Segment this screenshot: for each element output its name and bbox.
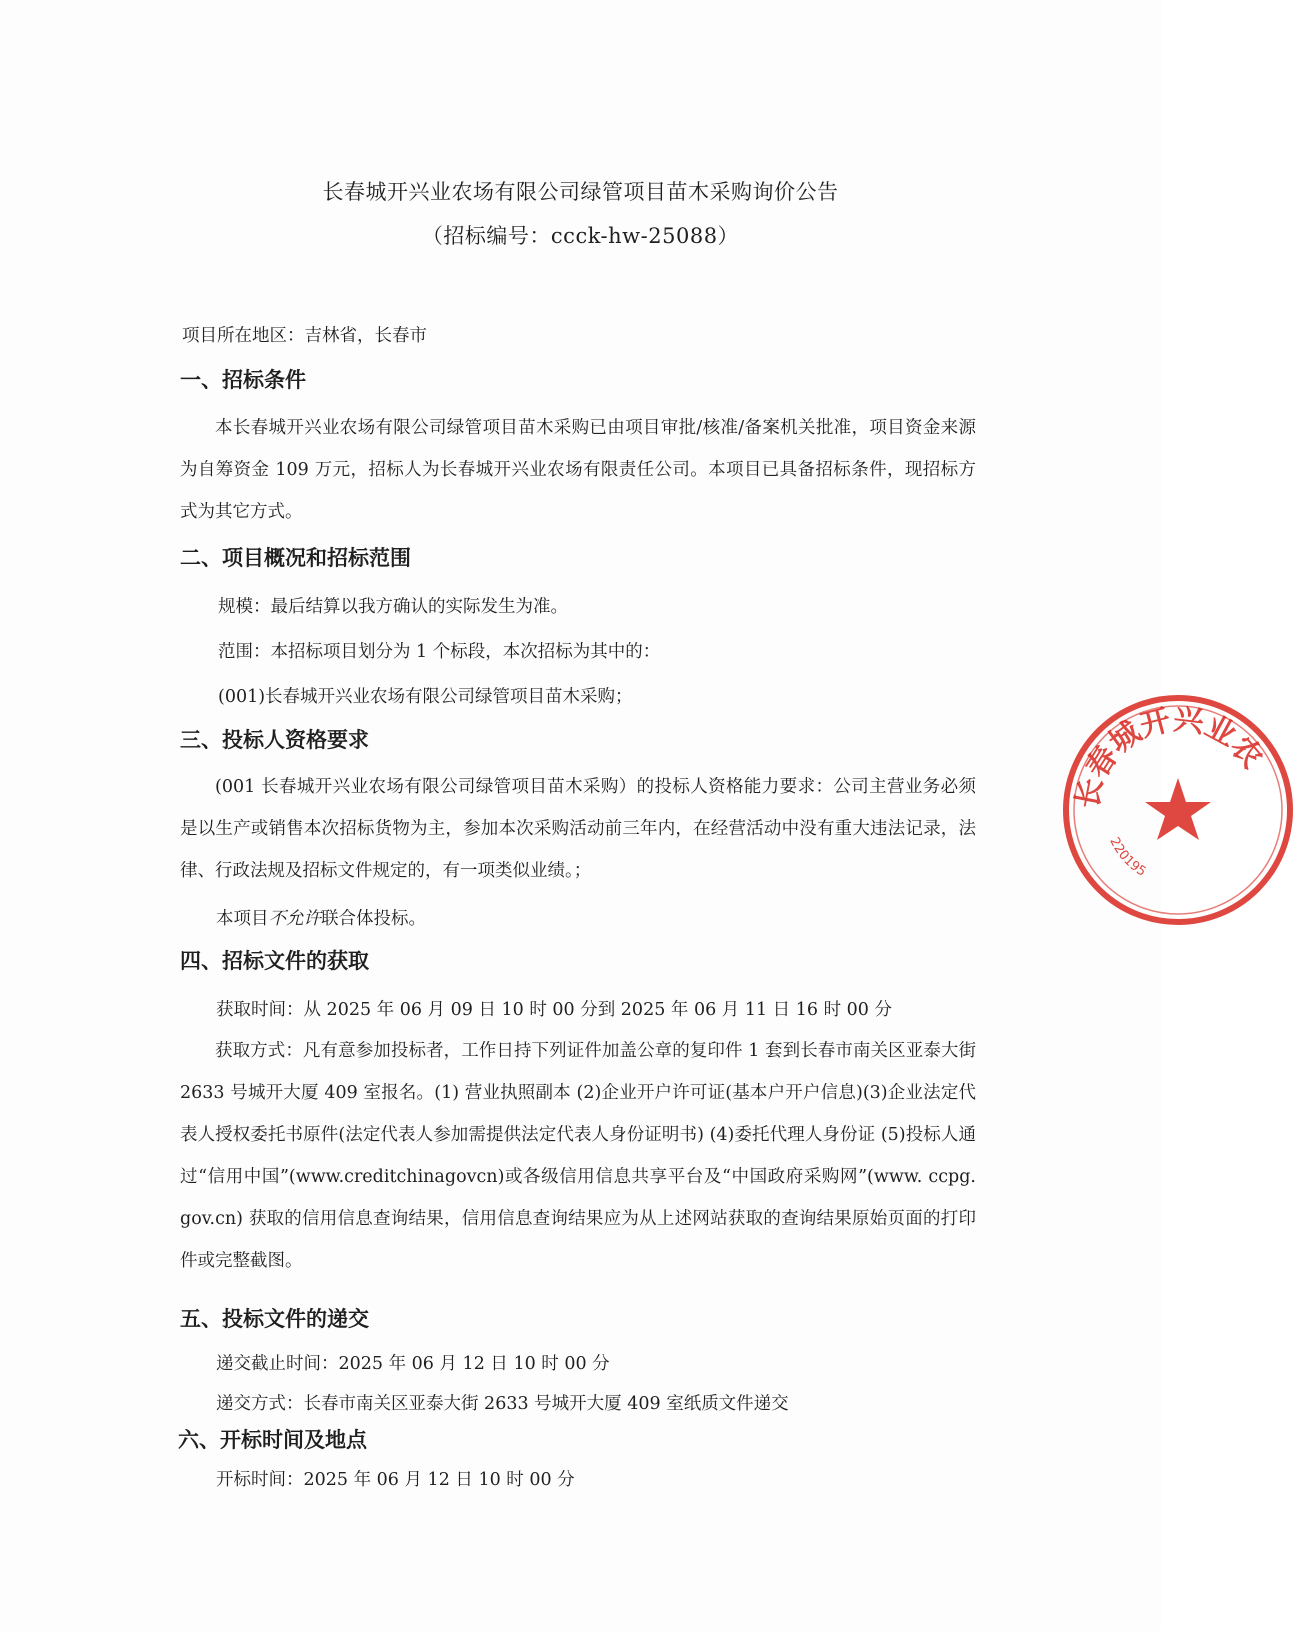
section-3-paragraph: (001 长春城开兴业农场有限公司绿管项目苗木采购）的投标人资格能力要求：公司主营业务必须是以生产或销售本次招标货物为主，参加本次采购活动前三年内，在经营活动中没有重大违法记录，法律、行政法规及招标文件规定的，有一项类似业绩。； [180,777,976,881]
company-seal [1058,690,1298,930]
tender-number: （招标编号：ccck-hw-25088） [421,224,740,248]
project-location: 项目所在地区：吉林省，长春市 [182,326,427,346]
section-4-heading: 四、招标文件的获取 [180,949,369,973]
seal-code: 220195 [1106,835,1149,880]
section-4-time: 获取时间：从 2025 年 06 月 09 日 10 时 00 分到 2025 年 06 月 11 日 16 时 00 分 [216,1000,892,1020]
section-3-consortium [216,905,426,930]
section-1-heading: 一、招标条件 [180,368,306,392]
section-4-method: 获取方式：凡有意参加投标者，工作日持下列证件加盖公章的复印件 1 套到长春市南关区亚泰大街 2633 号城开大厦 409 室报名。(1) 营业执照副本 (2)企业开户许可证(基本户开户信息)(3)企业法定代表人授权委托书原件(法定代表人参加需提供法定代表人身份证明书) (4)委托代理人身份证 (5)投标人通过“信用中国”(www.creditchinagovcn)或各级信用信息共享平台及“中国政府采购网”(www. ccpg. gov.cn) 获取的信用信息查询结果，信用信息查询结果应为从上述网站获取的查询结果原始页面的打印件或完整截图。 [180,1041,976,1271]
section-2-item: (001)长春城开兴业农场有限公司绿管项目苗木采购； [218,687,633,707]
section-5-deadline: 递交截止时间：2025 年 06 月 12 日 10 时 00 分 [216,1354,610,1374]
section-3-heading: 三、投标人资格要求 [180,728,369,752]
consortium-prefix: 本项目 [216,909,269,929]
seal-text: 长春城开兴业农 [1070,701,1270,812]
section-2-heading: 二、项目概况和招标范围 [180,546,411,570]
page-title: 长春城开兴业农场有限公司绿管项目苗木采购询价公告 [322,180,839,204]
section-5-heading: 五、投标文件的递交 [180,1307,369,1331]
consortium-suffix: 联合体投标。 [321,909,426,929]
section-5-method: 递交方式：长春市南关区亚泰大街 2633 号城开大厦 409 室纸质文件递交 [216,1394,789,1414]
consortium-not-allowed: 不允许 [268,909,321,929]
section-2-range: 范围：本招标项目划分为 1 个标段，本次招标为其中的： [218,642,661,662]
seal-star-icon [1145,778,1211,840]
section-2-scale: 规模：最后结算以我方确认的实际发生为准。 [218,597,568,617]
section-1-paragraph: 本长春城开兴业农场有限公司绿管项目苗木采购已由项目审批/核准/备案机关批准，项目资金来源为自筹资金 109 万元，招标人为长春城开兴业农场有限责任公司。本项目已具备招标条件，现招标方式为其它方式。 [180,418,976,522]
svg-text:220195 [1106,835,1148,880]
section-6-heading: 六、开标时间及地点 [178,1428,367,1452]
section-6-time: 开标时间：2025 年 06 月 12 日 10 时 00 分 [216,1470,575,1490]
